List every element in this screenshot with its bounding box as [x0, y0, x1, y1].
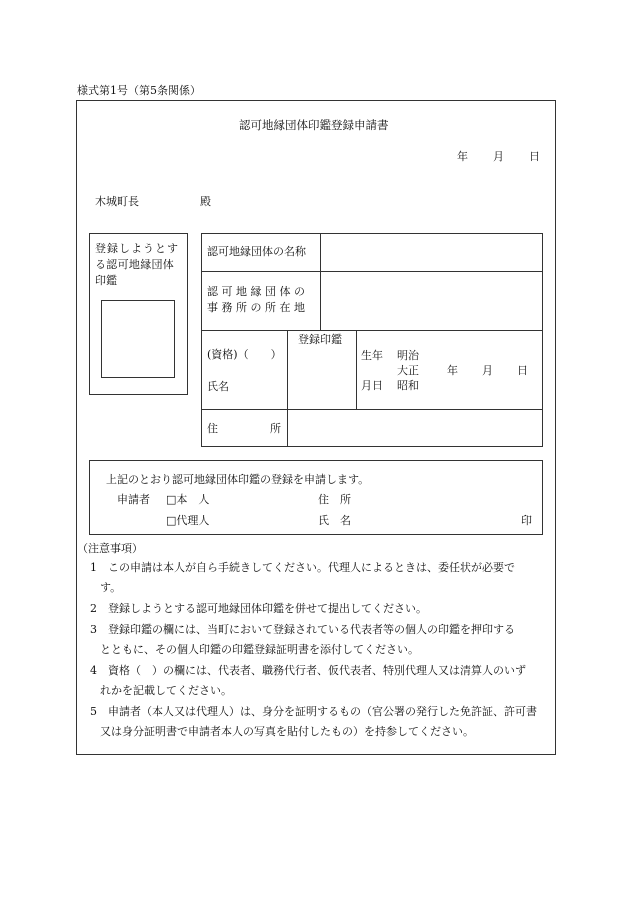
- seal-box-label-2: る認可地縁団体: [95, 258, 175, 271]
- birth-label-2: 月日: [361, 379, 383, 392]
- date-month-label: 月: [493, 150, 504, 163]
- option-agent-checkbox[interactable]: □代理人: [166, 514, 210, 527]
- address-label-2: 所: [270, 422, 281, 435]
- note-4-line-1: 4 資格（ ）の欄には、代表者、職務代行者、仮代表者、特別代理人又は清算人のいず: [90, 664, 526, 677]
- seal-box-label-1: 登録しようとす: [95, 242, 179, 255]
- birth-day-label: 日: [517, 364, 528, 377]
- birth-month-label: 月: [482, 364, 493, 377]
- note-1-line-2: す。: [100, 581, 122, 594]
- notes-heading: （注意事項）: [77, 542, 143, 555]
- registered-seal-area[interactable]: [289, 348, 355, 408]
- form-number: 様式第1号（第5条関係）: [77, 84, 201, 97]
- addressee-honorific: 殿: [200, 195, 211, 208]
- address-label-1: 住: [207, 422, 218, 435]
- form-title: 認可地縁団体印鑑登録申請書: [239, 118, 389, 132]
- office-address-field[interactable]: [322, 272, 542, 329]
- application-statement: 上記のとおり認可地縁団体印鑑の登録を申請します。: [106, 473, 370, 486]
- note-2: 2 登録しようとする認可地縁団体印鑑を併せて提出してください。: [90, 602, 427, 615]
- era-meiji: 明治: [397, 349, 419, 362]
- addressee-mayor: 木城町長: [95, 195, 139, 208]
- note-5-line-1: 5 申請者（本人又は代理人）は、身分を証明するもの（官公署の発行した免許証、許可書: [90, 705, 537, 718]
- office-address-label-2: 事 務 所 の 所 在 地: [207, 301, 305, 314]
- seal-impression-area[interactable]: [101, 300, 175, 378]
- applicant-label: 申請者: [117, 493, 150, 506]
- applicant-name-label: 氏 名: [318, 514, 351, 527]
- birth-year-label: 年: [447, 364, 458, 377]
- note-4-line-2: れかを記載してください。: [100, 684, 232, 697]
- applicant-address-label: 住 所: [318, 493, 351, 506]
- seal-box-label-3: 印鑑: [95, 274, 117, 287]
- office-address-label-1: 認 可 地 縁 団 体 の: [207, 285, 305, 298]
- address-field[interactable]: [289, 410, 542, 446]
- org-name-field[interactable]: [322, 234, 542, 270]
- org-name-label: 認可地縁団体の名称: [207, 245, 306, 258]
- note-5-line-2: 又は身分証明書で申請者本人の写真を貼付したもの）を持参してください。: [100, 725, 474, 738]
- era-taisho: 大正: [397, 364, 419, 377]
- seal-mark: 印: [521, 514, 532, 527]
- birth-label-1: 生年: [361, 349, 383, 362]
- date-year-label: 年: [457, 150, 468, 163]
- note-3-line-2: とともに、その個人印鑑の印鑑登録証明書を添付してください。: [100, 643, 419, 656]
- name-label: 氏名: [207, 380, 229, 393]
- option-self-checkbox[interactable]: □本 人: [166, 493, 210, 506]
- note-3-line-1: 3 登録印鑑の欄には、当町において登録されている代表者等の個人の印鑑を押印する: [90, 623, 515, 636]
- registered-seal-label: 登録印鑑: [298, 333, 342, 346]
- era-showa: 昭和: [397, 379, 419, 392]
- note-1-line-1: 1 この申請は本人が自ら手続きしてください。代理人によるときは、委任状が必要で: [90, 561, 515, 574]
- qualification-label: (資格)（ ）: [207, 348, 282, 361]
- application-box: [89, 460, 543, 535]
- date-day-label: 日: [529, 150, 540, 163]
